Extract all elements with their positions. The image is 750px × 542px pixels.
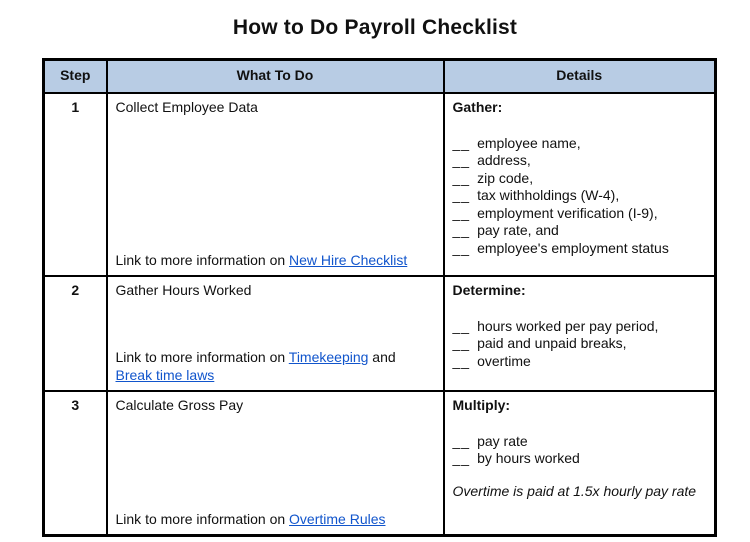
- details-cell: [444, 276, 716, 391]
- fill-in-blank: __: [452, 317, 471, 334]
- fill-in-blank: __: [452, 187, 471, 203]
- table-row-step-1: [44, 93, 716, 276]
- details-cell: [444, 93, 716, 276]
- checklist-item: [453, 240, 707, 258]
- checklist-items: [453, 433, 707, 468]
- fill-in-blank: __: [452, 335, 471, 351]
- checklist-item-text: address,: [477, 152, 531, 168]
- details-heading: Multiply:: [452, 397, 511, 413]
- table-header-row: [44, 60, 716, 94]
- fill-in-blank: __: [452, 432, 471, 449]
- checklist-item-text: employee's employment status: [477, 239, 669, 256]
- link-prefix-text: Link to more information on: [115, 349, 289, 365]
- checklist-item-text: tax withholdings (W-4),: [477, 187, 620, 203]
- page-title: How to Do Payroll Checklist: [232, 16, 518, 39]
- checklist-item-text: overtime: [477, 352, 531, 369]
- link-prefix-text: Link to more information on: [115, 510, 290, 527]
- checklist-item: [453, 318, 707, 336]
- checklist-item: [453, 205, 707, 223]
- what-to-do-cell: [107, 276, 444, 391]
- column-header-details: Details: [444, 60, 716, 94]
- link-prefix-text: Link to more information on: [115, 251, 290, 268]
- checklist-item: [453, 135, 707, 153]
- checklist-item: [453, 187, 707, 205]
- checklist-item: [453, 353, 707, 371]
- checklist-item: [453, 335, 707, 353]
- step-number: 1: [44, 93, 107, 276]
- step-number: 2: [44, 276, 107, 391]
- fill-in-blank: __: [452, 222, 471, 238]
- details-heading: Gather:: [452, 99, 503, 115]
- task-label: Gather Hours Worked: [115, 282, 252, 298]
- checklist-item-text: pay rate: [477, 432, 528, 449]
- link-line: [116, 349, 435, 384]
- link-line: [116, 511, 435, 529]
- fill-in-blank: __: [452, 152, 471, 168]
- link-line: [116, 252, 435, 270]
- checklist-item: [453, 222, 707, 240]
- fill-in-blank: __: [452, 352, 471, 369]
- break-time-laws-link[interactable]: Break time laws: [115, 366, 215, 383]
- table-row-step-3: [44, 391, 716, 536]
- checklist-items: [453, 135, 707, 258]
- checklist-items: [453, 318, 707, 371]
- details-heading: Determine:: [452, 282, 526, 298]
- step-number: 3: [44, 391, 107, 536]
- overtime-note: Overtime is paid at 1.5x hourly pay rate: [452, 482, 697, 499]
- fill-in-blank: __: [452, 169, 471, 186]
- checklist-item-text: by hours worked: [477, 450, 580, 466]
- checklist-item: [453, 170, 707, 188]
- task-label: Calculate Gross Pay: [115, 397, 244, 413]
- checklist-item: [453, 152, 707, 170]
- payroll-checklist-table: [42, 58, 717, 537]
- what-to-do-cell: [107, 391, 444, 536]
- timekeeping-link[interactable]: Timekeeping: [288, 349, 369, 365]
- what-to-do-cell: [107, 93, 444, 276]
- task-label: Collect Employee Data: [115, 99, 258, 115]
- checklist-item-text: hours worked per pay period,: [477, 317, 659, 334]
- overtime-rules-link[interactable]: Overtime Rules: [289, 510, 386, 527]
- new-hire-checklist-link[interactable]: New Hire Checklist: [289, 251, 408, 268]
- checklist-item-text: zip code,: [477, 169, 534, 186]
- checklist-item-text: paid and unpaid breaks,: [477, 335, 627, 351]
- checklist-item-text: employee name,: [477, 134, 581, 151]
- checklist-item-text: pay rate, and: [477, 222, 559, 238]
- fill-in-blank: __: [452, 204, 471, 221]
- checklist-item: [453, 450, 707, 468]
- link-joiner-text: and: [368, 349, 396, 365]
- fill-in-blank: __: [452, 134, 471, 151]
- column-header-step: Step: [44, 60, 107, 94]
- table-row-step-2: [44, 276, 716, 391]
- checklist-item: [453, 433, 707, 451]
- fill-in-blank: __: [452, 450, 471, 466]
- fill-in-blank: __: [452, 239, 471, 256]
- details-cell: [444, 391, 716, 536]
- column-header-what-to-do: What To Do: [107, 60, 444, 94]
- checklist-item-text: employment verification (I-9),: [477, 204, 658, 221]
